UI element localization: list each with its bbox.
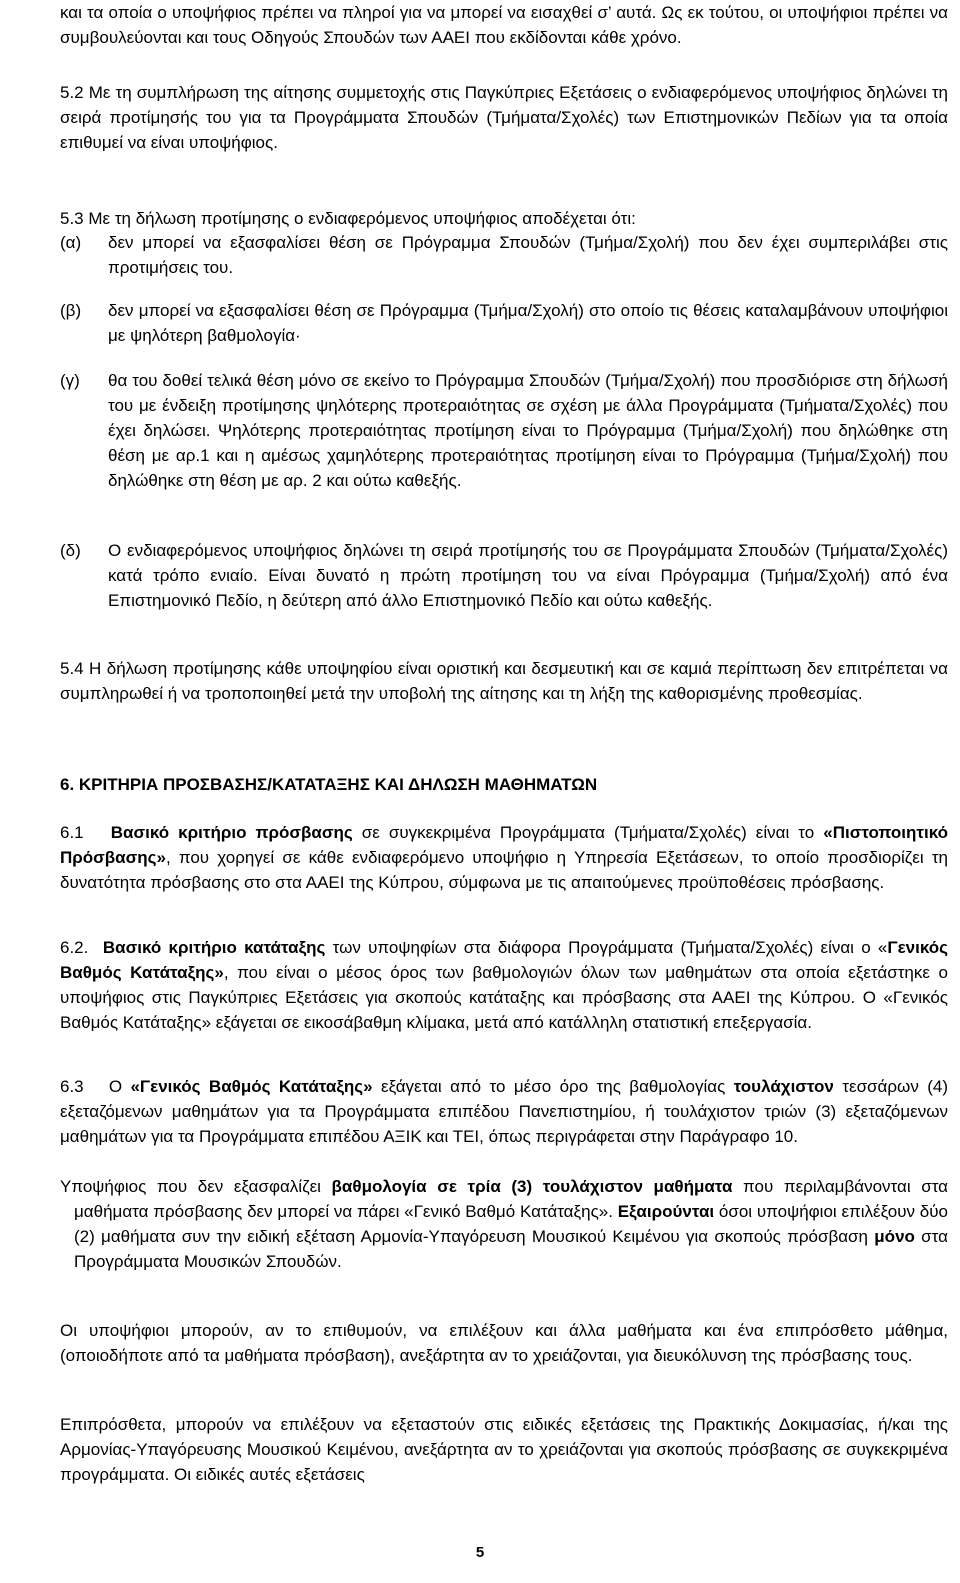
paragraph-6-3 xyxy=(60,1074,948,1149)
paragraph-6-1-bold-certificate: «Πιστοποιητικό Πρόσβασης» xyxy=(60,823,949,867)
paragraph-6-2-bold-term: Βασικό κριτήριο κατάταξης xyxy=(102,938,326,957)
candidate-text-d: στα Προγράμματα Μουσικών Σπουδών. xyxy=(74,1227,948,1271)
item-b-text: δεν μπορεί να εξασφαλίσει θέση σε Πρόγραμμα (Τμήμα/Σχολή) στο οποίο τις θέσεις καταλαμβάνουν υποψήφιοι με ψηλότερη βαθμολογία· xyxy=(108,301,948,345)
paragraph-6-3-candidate xyxy=(60,1174,949,1274)
paragraph-6-1-bold-term: Βασικό κριτήριο πρόσβασης xyxy=(110,823,353,842)
paragraph-5-3: 5.3 Με τη δήλωση προτίμησης ο ενδιαφερόμενος υποψήφιος αποδέχεται ότι: xyxy=(60,209,636,228)
paragraph-5-4: 5.4 Η δήλωση προτίμησης κάθε υποψηφίου είναι οριστική και δεσμευτική και σε καμιά περίπτωση δεν επιτρέπεται να συμπληρωθεί ή να τροποποιηθεί μετά την υποβολή της αίτησης και τη λήξη της καθορισμένης προθεσμίας. xyxy=(60,659,948,703)
candidate-bold-exempt: Εξαιρούνται xyxy=(617,1202,715,1221)
paragraph-6-2-number: 6.2. xyxy=(60,938,89,957)
paragraph-6-2 xyxy=(60,935,948,1035)
paragraph-6-1-number: 6.1 xyxy=(60,823,84,842)
paragraph-6-2-text-b: , που είναι ο μέσος όρος των βαθμολογιών όλων των μαθημάτων στα οποία εξετάστηκε ο υποψήφιος στις Παγκύπριες Εξετάσεις για σκοπούς κατάταξης και πρόσβασης στα ΑΑΕΙ της Κύπρου. Ο «Γενικός Βαθμός Κατάταξης» εξάγεται σε εικοσάβαθμη κλίμακα, μετά από κατάλληλη στατιστική επεξεργασία. xyxy=(60,963,948,1032)
paragraph-6-2-text-a: των υποψηφίων στα διάφορα Προγράμματα (Τμήματα/Σχολές) είναι ο « xyxy=(325,938,888,957)
paragraph-6-1-text-b: , που χορηγεί σε κάθε ενδιαφερόμενο υποψήφιο η Υπηρεσία Εξετάσεων, το οποίο προσδιορίζει τη δυνατότητα πρόσβασης στο στα ΑΑΕΙ της Κύπρου, σύμφωνα με τις απαιτούμενες προϋποθέσεις πρόσβασης. xyxy=(60,848,948,892)
paragraph-6-3-additional: Επιπρόσθετα, μπορούν να επιλέξουν να εξεταστούν στις ειδικές εξετάσεις της Πρακτικής Δοκιμασίας, ή/και της Αρμονίας-Υπαγόρευσης Μουσικού Κειμένου, ανεξάρτητα αν το χρειάζονται για σκοπούς πρόσβασης σε συγκεκριμένα προγράμματα. Οι ειδικές αυτές εξετάσεις xyxy=(60,1415,948,1484)
candidate-text-a: Υποψήφιος που δεν εξασφαλίζει xyxy=(60,1177,332,1196)
paragraph-6-1 xyxy=(60,820,948,895)
paragraph-5-2: 5.2 Με τη συμπλήρωση της αίτησης συμμετοχής στις Παγκύπριες Εξετάσεις ο ενδιαφερόμενος υποψήφιος δηλώνει τη σειρά προτίμησής του για τα Προγράμματα Σπουδών (Τμήματα/Σχολές) των Επιστημονικών Πεδίων για τα οποία επιθυμεί να είναι υποψήφιος. xyxy=(60,83,948,152)
item-d-text: Ο ενδιαφερόμενος υποψήφιος δηλώνει τη σειρά προτίμησής του σε Προγράμματα Σπουδών (Τμήματα/Σχολές) κατά τρόπο ενιαίο. Είναι δυνατό η πρώτη προτίμηση του να είναι Πρόγραμμα (Τμήμα/Σχολή) από ένα Επιστημονικό Πεδίο, η δεύτερη από άλλο Επιστημονικό Πεδίο και ούτω καθεξής. xyxy=(108,541,948,610)
candidate-bold-only: μόνο xyxy=(874,1227,915,1246)
paragraph-6-3-number: 6.3 xyxy=(60,1077,84,1096)
paragraph-6-2-bold-grade: Γενικός Βαθμός Κατάταξης» xyxy=(60,938,948,982)
item-b-label: (β) xyxy=(60,301,82,320)
paragraph-6-3-text-b: τεσσάρων (4) εξεταζόμενων μαθημάτων για τα Προγράμματα επιπέδου Πανεπιστημίου, ή τουλάχιστον τριών (3) εξεταζόμενων μαθημάτων για τα Προγράμματα επιπέδου ΑΞΙΚ και ΤΕΙ, όπως περιγράφεται στην Παράγραφο 10. xyxy=(60,1077,948,1146)
page-number: 5 xyxy=(475,1544,485,1561)
paragraph-6-3-options: Οι υποψήφιοι μπορούν, αν το επιθυμούν, να επιλέξουν και άλλα μαθήματα και ένα επιπρόσθετο μάθημα, (οποιοδήποτε από τα μαθήματα πρόσβαση), ανεξάρτητα αν το χρειάζονται, για διευκόλυνση της πρόσβασης τους. xyxy=(60,1321,948,1365)
paragraph-6-1-text-a: σε συγκεκριμένα Προγράμματα (Τμήματα/Σχολές) είναι το xyxy=(352,823,824,842)
candidate-text-c: όσοι υποψήφιοι επιλέξουν δύο (2) μαθήματα συν την ειδική εξέταση Αρμονία-Υπαγόρευση Μουσικού Κειμένου για σκοπούς πρόσβαση xyxy=(74,1202,949,1246)
intro-paragraph: και τα οποία ο υποψήφιος πρέπει να πληροί για να μπορεί να εισαχθεί σ’ αυτά. Ως εκ τούτου, οι υποψήφιοι πρέπει να συμβουλεύονται και τους Οδηγούς Σπουδών των ΑΑΕΙ που εκδίδονται κάθε χρόνο. xyxy=(60,3,948,47)
paragraph-6-3-bold-atleast: τουλάχιστον xyxy=(733,1077,834,1096)
item-a-label: (α) xyxy=(60,233,82,252)
item-c-text: θα του δοθεί τελικά θέση μόνο σε εκείνο το Πρόγραμμα Σπουδών (Τμήμα/Σχολή) που προσδιόρισε στη δήλωσή του με ένδειξη προτίμησης ψηλότερης προτεραιότητας σε σχέση με άλλα Προγράμματα (Τμήματα/Σχολές) που έχει δηλώσει. Ψηλότερης προτεραιότητας προτίμηση είναι το Πρόγραμμα (Τμήμα/Σχολή) που δηλώθηκε στη θέση με αρ.1 και η αμέσως χαμηλότερης προτεραιότητας προτίμηση είναι το Πρόγραμμα (Τμήμα/Σχολή) που δηλώθηκε στη θέση με αρ. 2 και ούτω καθεξής. xyxy=(108,371,948,490)
item-a-text: δεν μπορεί να εξασφαλίσει θέση σε Πρόγραμμα Σπουδών (Τμήμα/Σχολή) που δεν έχει συμπεριλάβει στις προτιμήσεις του. xyxy=(108,233,948,277)
item-d-label: (δ) xyxy=(60,541,81,560)
section-6-heading: 6. ΚΡΙΤΗΡΙΑ ΠΡΟΣΒΑΣΗΣ/ΚΑΤΑΤΑΞΗΣ ΚΑΙ ΔΗΛΩΣΗ ΜΑΘΗΜΑΤΩΝ xyxy=(60,775,598,794)
paragraph-6-3-text-0: Ο xyxy=(100,1077,131,1096)
candidate-bold-subjects: βαθμολογία σε τρία (3) τουλάχιστον μαθήματα xyxy=(331,1177,733,1196)
paragraph-6-3-text-a: εξάγεται από το μέσο όρο της βαθμολογίας xyxy=(372,1077,734,1096)
candidate-text-b: που περιλαμβάνονται στα μαθήματα πρόσβασης δεν μπορεί να πάρει «Γενικό Βαθμό Κατάταξης». xyxy=(74,1177,949,1221)
paragraph-6-3-bold-grade: «Γενικός Βαθμός Κατάταξης» xyxy=(130,1077,373,1096)
item-c-label: (γ) xyxy=(60,371,80,390)
